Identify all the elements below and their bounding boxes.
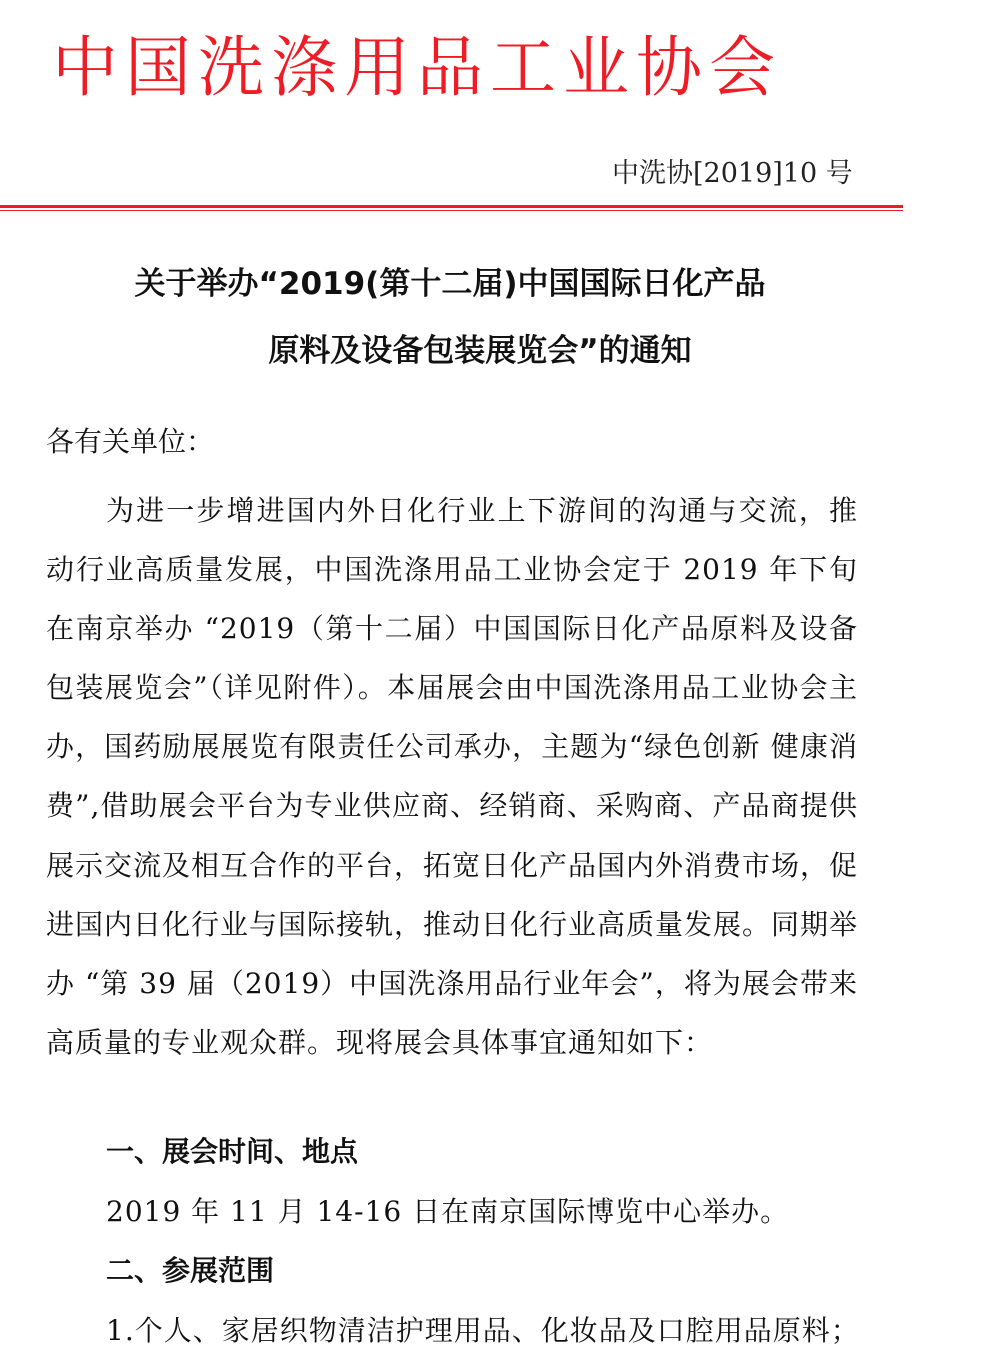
- section-text-time-location: 2019 年 11 月 14-16 日在南京国际博览中心举办。: [106, 1195, 790, 1228]
- organization-letterhead: 中国洗涤用品工业协会: [52, 29, 782, 106]
- section-heading-exhibit-scope: 二、参展范围: [106, 1254, 275, 1287]
- notice-title-line-2: 原料及设备包装展览会”的通知: [268, 333, 692, 369]
- section-heading-time-location: 一、展会时间、地点: [106, 1135, 359, 1168]
- letterhead-divider-thick: [0, 205, 903, 208]
- letterhead-divider-thin: [0, 210, 903, 211]
- intro-paragraph: 为进一步增进国内外日化行业上下游间的沟通与交流，推动行业高质量发展，中国洗涤用品工业协会定于 2019 年下旬在南京举办 “2019（第十二届）中国国际日化产品原料及设备包装展览会”（详见附件）。本届展会由中国洗涤用品工业协会主办，国药励展展览有限责任公司承办，主题为“绿色创新 健康消费”,借助展会平台为专业供应商、经销商、采购商、产品商提供展示交流及相互合作的平台，拓宽日化产品国内外消费市场，促进国内日化行业与国际接轨，推动日化行业高质量发展。同期举办 “第 39 届（2019）中国洗涤用品行业年会”，将为展会带来高质量的专业观众群。现将展会具体事宜通知如下：: [46, 494, 859, 1059]
- salutation: 各有关单位：: [46, 425, 215, 458]
- document-number: 中洗协[2019]10 号: [612, 158, 853, 189]
- section-text-exhibit-scope-item-1: 1.个人、家居织物清洁护理用品、化妆品及口腔用品原料；: [106, 1314, 860, 1347]
- notice-title-line-1: 关于举办“2019(第十二届)中国国际日化产品: [134, 266, 766, 302]
